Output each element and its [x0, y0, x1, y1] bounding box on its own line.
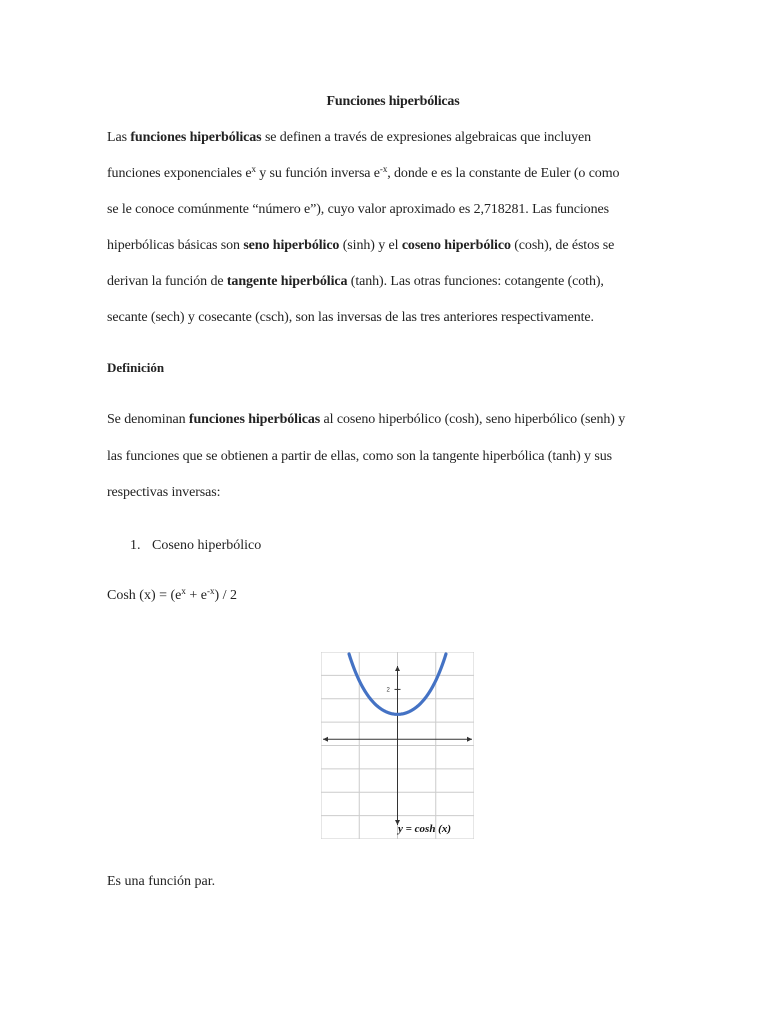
definition-paragraph [107, 411, 662, 521]
definition-line-2: las funciones que se obtienen a partir de ellas, como son la tangente hiperbólica (tanh) y sus [107, 448, 612, 464]
definition-heading: Definición [107, 360, 165, 375]
definition-line-3: respectivas inversas: [107, 485, 221, 500]
x-axis-arrow-right [467, 737, 472, 742]
definition-line-1: Se denominan funciones hiperbólicas al coseno hiperbólico (cosh), seno hiperbólico (senh) y [107, 412, 626, 427]
intro-line-6: secante (sech) y cosecante (csch), son las inversas de las tres anteriores respectivamente. [107, 310, 594, 325]
intro-line-5: derivan la función de tangente hiperbólica (tanh). Las otras funciones: cotangente (coth), [107, 274, 604, 289]
closing-text: Es una función par. [107, 874, 216, 889]
y-axis-arrow-up [395, 666, 400, 671]
intro-line-1: Las funciones hiperbólicas se definen a través de expresiones algebraicas que incluyen [107, 130, 592, 145]
list-label: Coseno hiperbólico [152, 538, 262, 553]
list-item [130, 538, 261, 554]
list-number: 1. [130, 538, 141, 553]
document-title: Funciones hiperbólicas [326, 94, 460, 109]
intro-line-2: funciones exponenciales $e^x$ y su función inversa $e^{-x}$, donde e es la constante de Euler (o como [107, 164, 620, 181]
y-tick-label: 2 [386, 687, 390, 694]
intro-line-4: hiperbólicas básicas son seno hiperbólico (sinh) y el coseno hiperbólico (cosh), de éstos se [107, 238, 615, 253]
bold-term: funciones hiperbólicas [130, 130, 262, 145]
cosh-formula: Cosh $(x) = (e^x + e^{-x}) / 2$ [107, 586, 238, 603]
intro-line-3: se le conoce comúnmente “número e”), cuyo valor aproximado es 2,718281. Las funciones [107, 202, 609, 217]
cosh-graph [321, 652, 474, 839]
x-axis-arrow-left [323, 737, 328, 742]
graph-caption: y = cosh (x) [398, 823, 452, 835]
intro-paragraph [107, 129, 662, 345]
